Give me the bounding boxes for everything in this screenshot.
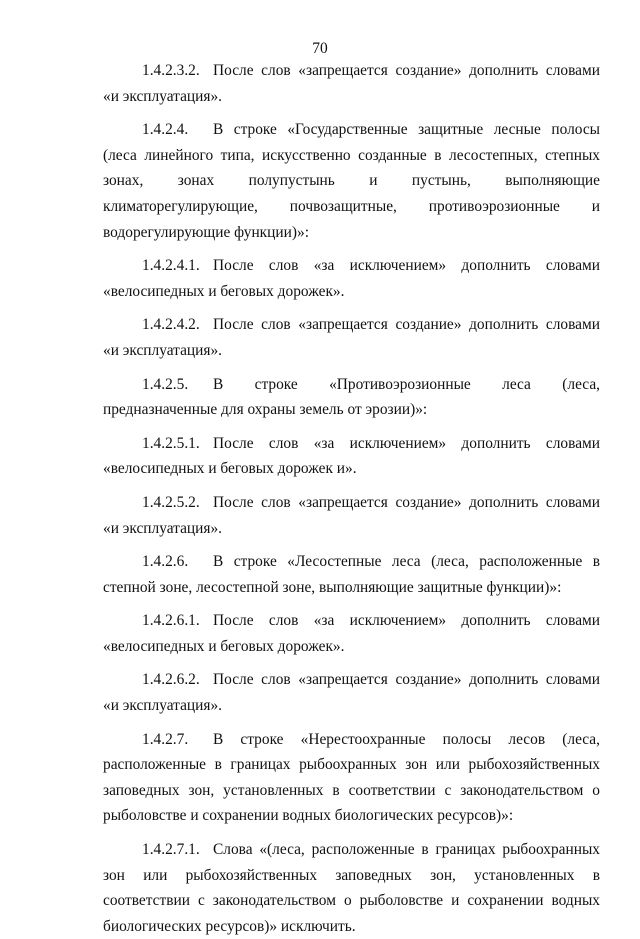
paragraph-text: В строке «Государственные защитные лесные полосы (леса линейного типа, искусственно созданные в лесостепных, степных зонах, зонах полупустынь и пустынь, выполняющие климаторегулирующие, почвозащитные, противоэрозионные и водорегулирующие функции)»: <box>103 121 600 241</box>
paragraph-text: После слов «запрещается создание» дополнить словами «и эксплуатация». <box>103 62 600 105</box>
paragraph-number: 1.4.2.6.1. <box>142 612 200 630</box>
paragraph-number: 1.4.2.4.2. <box>142 316 200 334</box>
paragraph-1-4-2-4-2 <box>103 312 600 363</box>
paragraph-number: 1.4.2.7. <box>142 730 189 748</box>
paragraph-number: 1.4.2.4. <box>142 121 189 139</box>
paragraph-text: Слова «(леса, расположенные в границах рыбоохранных зон или рыбохозяйственных заповедных зон, установленных в соответствии с законодательством о рыболовстве и сохранении водных биологических ресурсов)» исключить. <box>103 841 600 935</box>
paragraph-text: В строке «Нерестоохранные полосы лесов (леса, расположенные в границах рыбоохранных зон или рыбохозяйственных заповедных зон, установленных в соответствии с законодательством о рыболовстве и сохранении водных биологических ресурсов)»: <box>103 730 600 825</box>
paragraph-number: 1.4.2.7.1. <box>142 841 200 859</box>
page-number: 70 <box>312 40 328 57</box>
paragraph-1-4-2-5-1 <box>103 431 600 482</box>
paragraph-number: 1.4.2.4.1. <box>142 257 200 275</box>
paragraph-number: 1.4.2.6.2. <box>142 671 200 689</box>
paragraph-text: После слов «за исключением» дополнить словами «велосипедных и беговых дорожек». <box>103 612 600 655</box>
paragraph-1-4-2-7 <box>103 727 600 829</box>
paragraph-1-4-2-3-2 <box>103 58 600 109</box>
paragraph-text: После слов «запрещается создание» дополнить словами «и эксплуатация». <box>103 671 600 715</box>
paragraph-1-4-2-6 <box>103 549 600 600</box>
paragraph-text: После слов «запрещается создание» дополнить словами «и эксплуатация». <box>103 493 600 537</box>
paragraph-number: 1.4.2.6. <box>142 553 189 571</box>
paragraph-1-4-2-7-1 <box>103 837 600 939</box>
paragraph-1-4-2-6-2 <box>103 667 600 718</box>
paragraph-1-4-2-5 <box>103 372 600 423</box>
paragraph-text: После слов «за исключением» дополнить словами «велосипедных и беговых дорожек». <box>103 257 600 300</box>
paragraph-number: 1.4.2.5. <box>142 375 189 393</box>
paragraph-1-4-2-6-1 <box>103 608 600 659</box>
paragraph-text: После слов «за исключением» дополнить словами «велосипедных и беговых дорожек и». <box>103 434 600 478</box>
paragraph-number: 1.4.2.3.2. <box>142 62 200 79</box>
paragraph-1-4-2-4-1 <box>103 253 600 304</box>
paragraph-1-4-2-5-2 <box>103 490 600 541</box>
document-body <box>103 58 600 939</box>
paragraph-text: После слов «запрещается создание» дополнить словами «и эксплуатация». <box>103 316 600 359</box>
paragraph-number: 1.4.2.5.2. <box>142 493 200 511</box>
paragraph-number: 1.4.2.5.1. <box>142 434 200 452</box>
paragraph-1-4-2-4 <box>103 117 600 245</box>
paragraph-text: В строке «Лесостепные леса (леса, расположенные в степной зоне, лесостепной зоне, выполняющие защитные функции)»: <box>103 553 600 596</box>
paragraph-text: В строке «Противоэрозионные леса (леса, предназначенные для охраны земель от эрозии)»: <box>103 375 600 419</box>
